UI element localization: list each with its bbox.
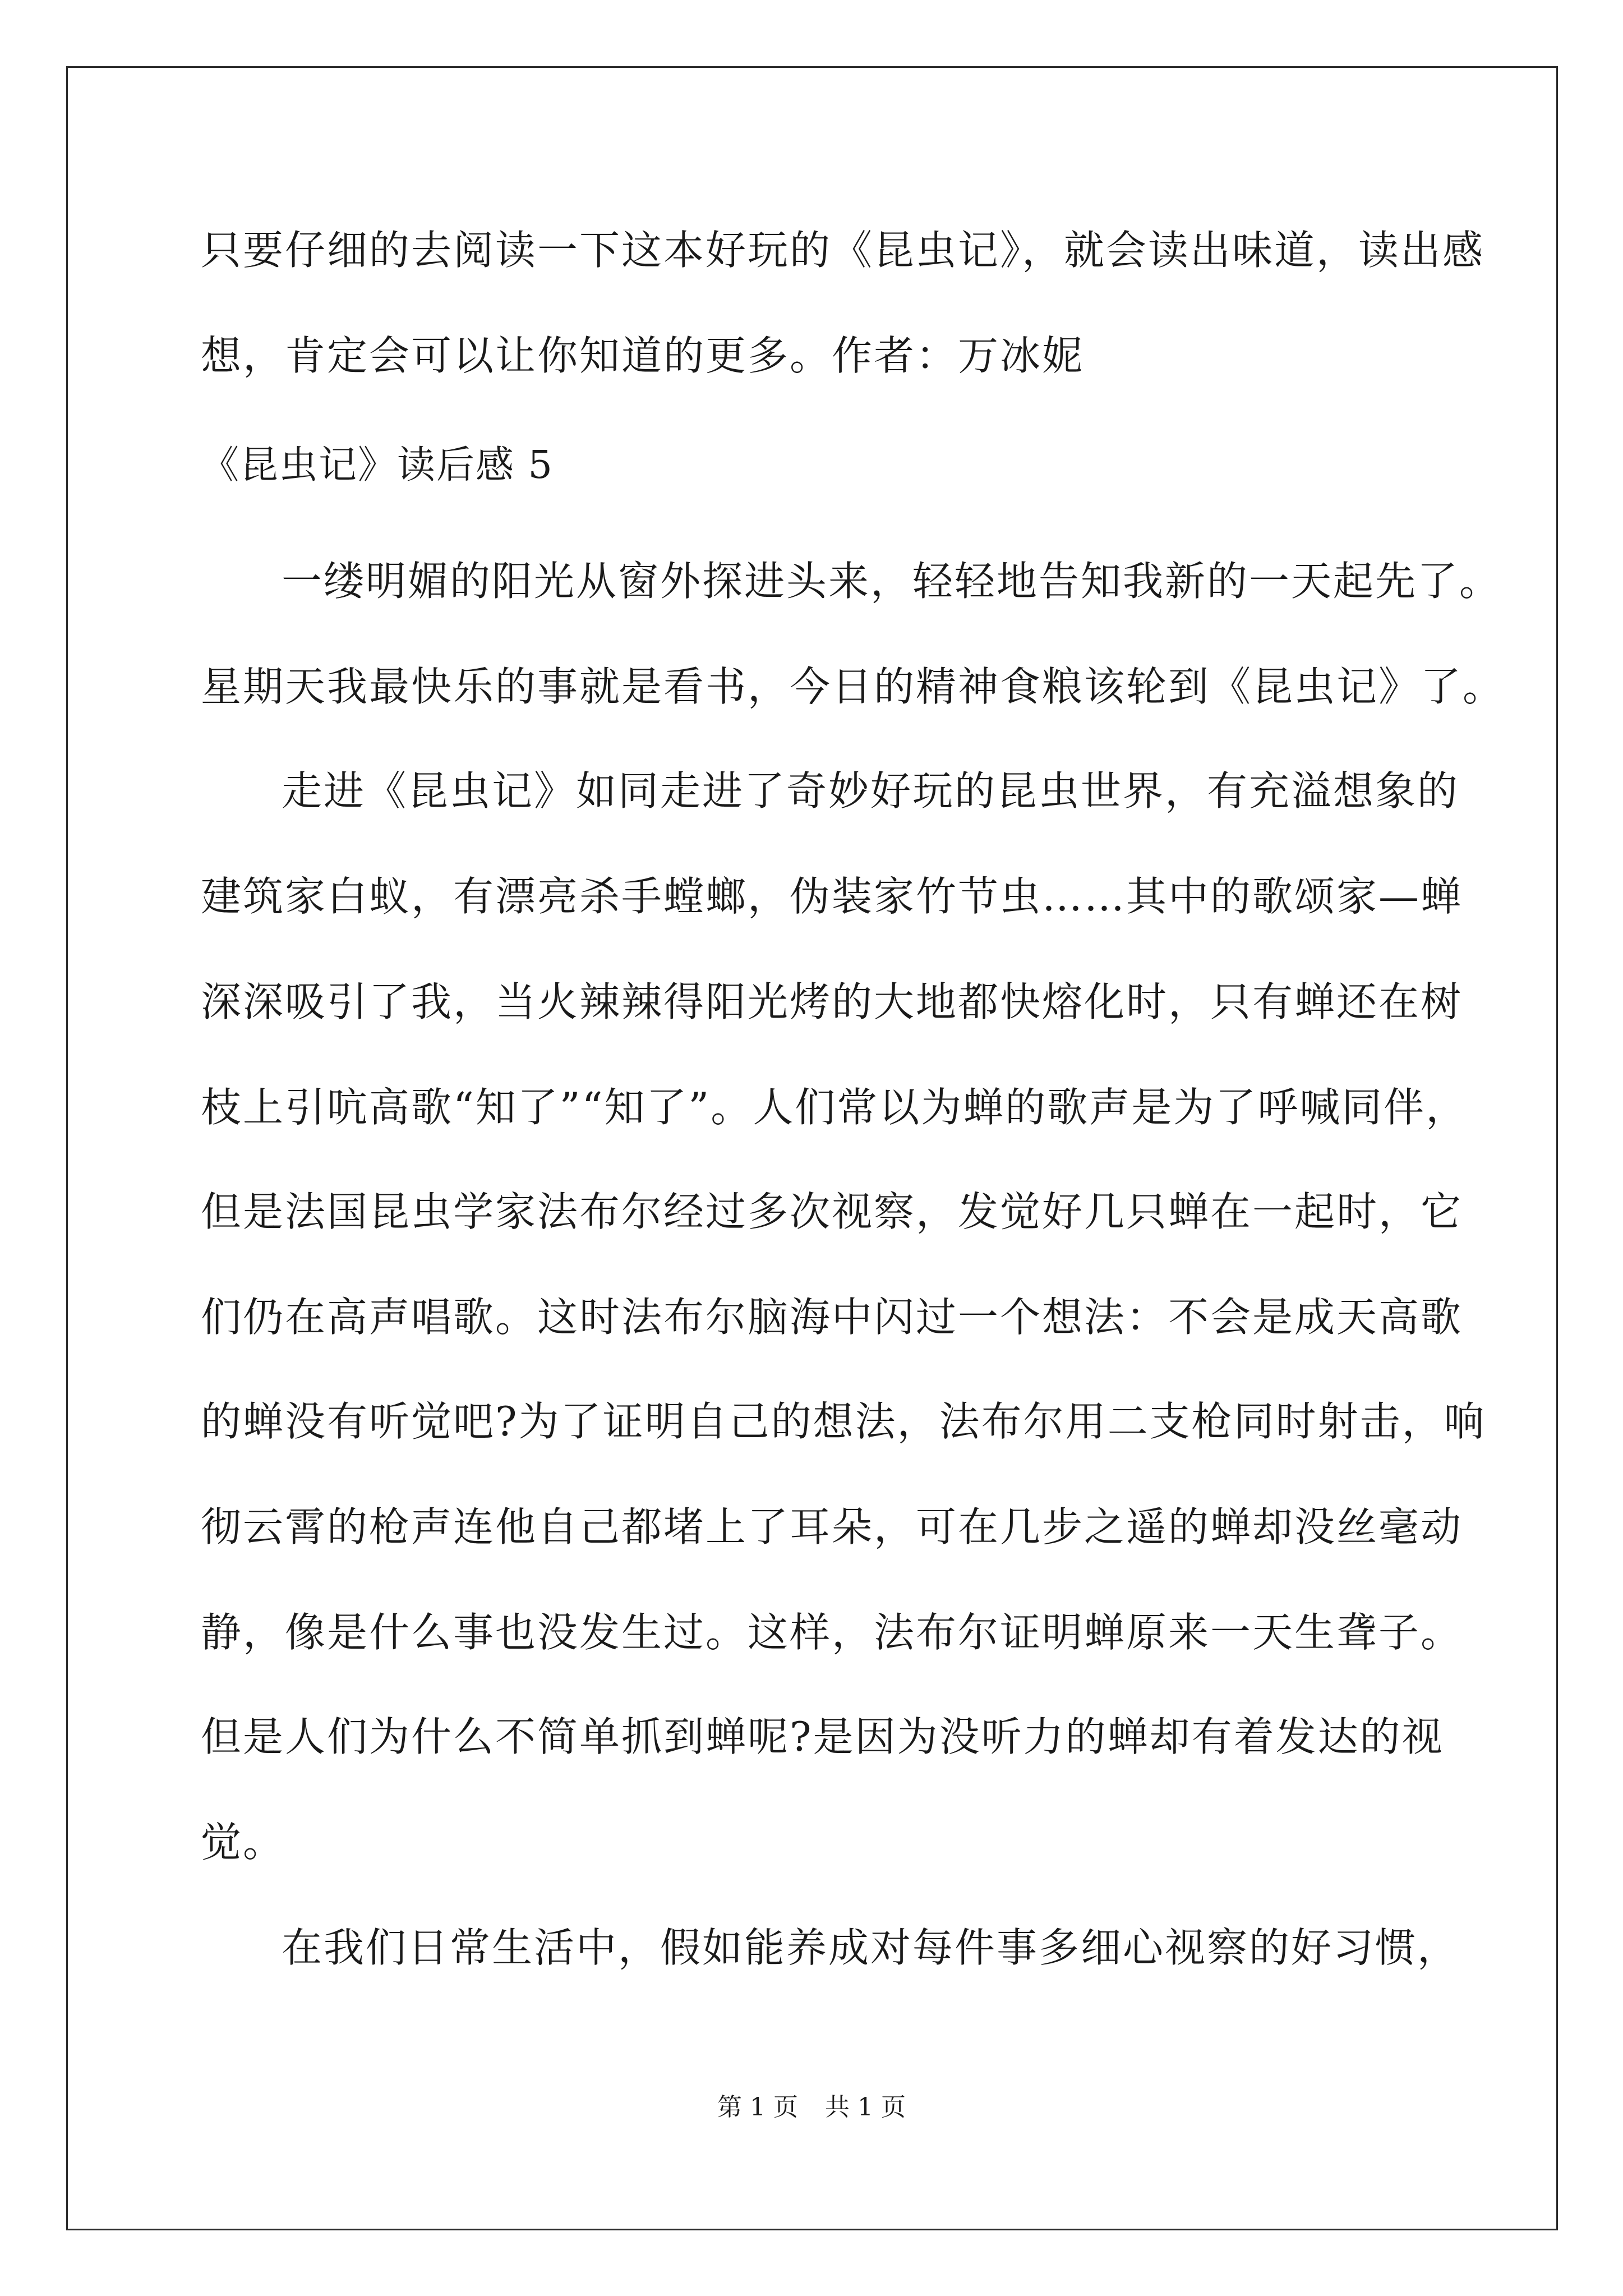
page-footer: [0, 2095, 1623, 2120]
page-total: 共 1 页: [825, 2093, 906, 2122]
paragraph-start: 走进《昆虫记》如同走进了奇妙好玩的昆虫世界，有充溢想象的: [282, 767, 1460, 815]
text-line: 想，肯定会可以让你知道的更多。作者：万冰妮: [201, 332, 1085, 379]
text-line: 深深吸引了我，当火辣辣得阳光烤的大地都快熔化时，只有蝉还在树: [201, 978, 1463, 1025]
text-line: 们仍在高声唱歌。这时法布尔脑海中闪过一个想法：不会是成天高歌: [201, 1294, 1463, 1341]
text-line: 觉。: [201, 1819, 285, 1866]
text-line: 枝上引吭高歌“知了”“知了”。人们常以为蝉的歌声是为了呼喊同伴，: [201, 1084, 1468, 1131]
text-line: 建筑家白蚁，有漂亮杀手螳螂，伪装家竹节虫……其中的歌颂家—蝉: [201, 873, 1463, 920]
text-line: 只要仔细的去阅读一下这本好玩的《昆虫记》，就会读出味道，读出感: [201, 227, 1485, 274]
text-line: 星期天我最快乐的事就是看书，今日的精神食粮该轮到《昆虫记》了。: [201, 663, 1505, 710]
paragraph-start: 一缕明媚的阳光从窗外探进头来，轻轻地告知我新的一天起先了。: [282, 558, 1502, 605]
text-line: 静，像是什么事也没发生过。这样，法布尔证明蝉原来一天生聋子。: [201, 1609, 1463, 1656]
section-heading: 《昆虫记》读后感 5: [201, 443, 554, 487]
text-line: 的蝉没有听觉吧?为了证明自己的想法，法布尔用二支枪同时射击，响: [201, 1398, 1486, 1445]
text-line: 但是人们为什么不简单抓到蝉呢?是因为没听力的蝉却有着发达的视: [201, 1713, 1444, 1760]
page-border: [66, 66, 1558, 2230]
paragraph-start: 在我们日常生活中，假如能养成对每件事多细心视察的好习惯，: [282, 1924, 1460, 1971]
text-line: 彻云霄的枪声连他自己都堵上了耳朵，可在几步之遥的蝉却没丝毫动: [201, 1503, 1463, 1550]
page-number: 第 1 页: [717, 2093, 798, 2122]
text-line: 但是法国昆虫学家法布尔经过多次视察，发觉好几只蝉在一起时，它: [201, 1188, 1463, 1235]
